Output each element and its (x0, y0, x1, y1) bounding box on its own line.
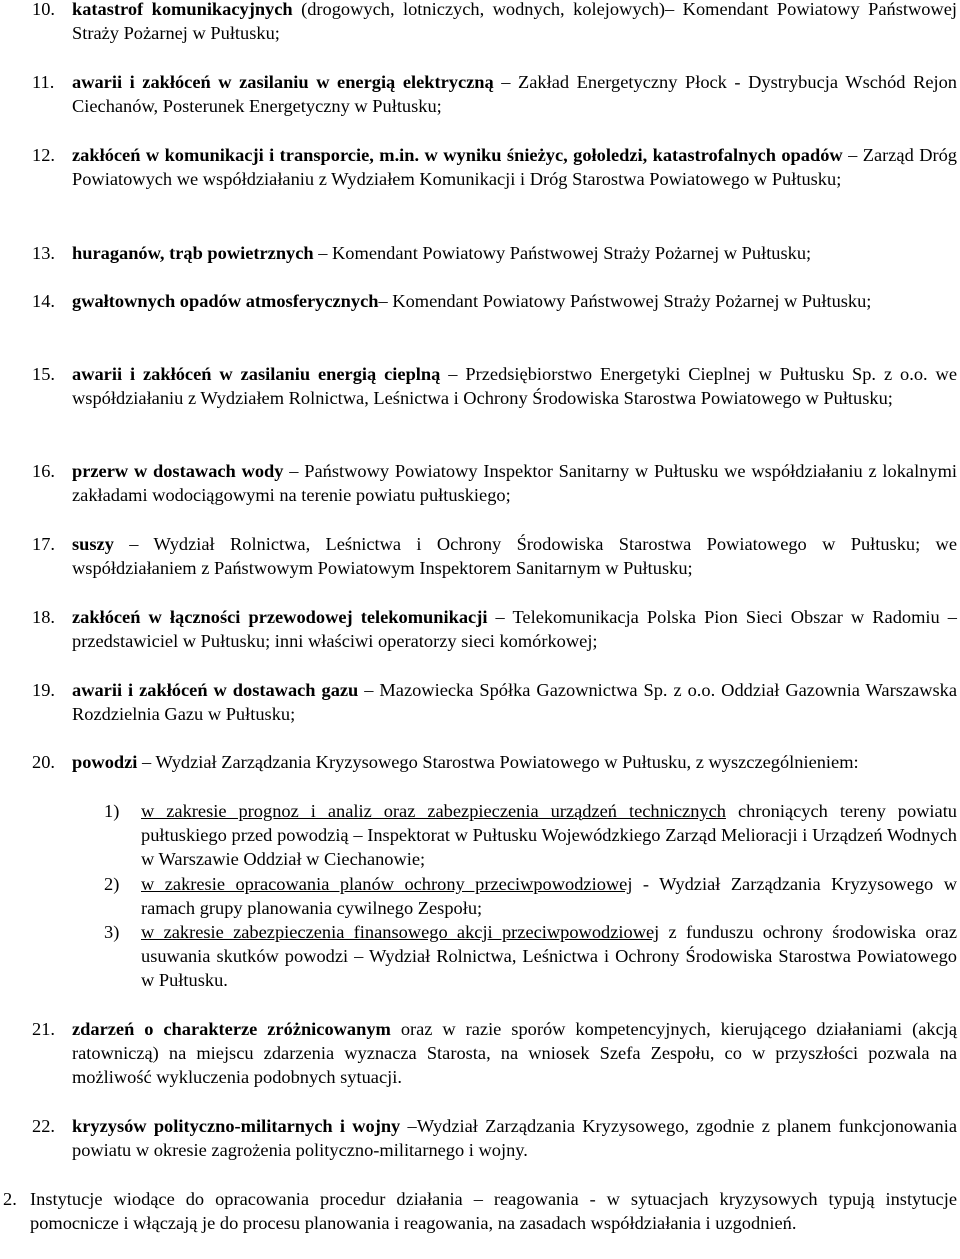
item-text: oraz w razie sporów kompetencyjnych, kierującego działaniami (akcją ratowniczą) na miejscu zdarzenia wyznacza Starosta, na wniosek Szefa Zespołu, co w przyszłości pozwala na możliwość wykluczenia podobnych sytuacji. (72, 1019, 958, 1088)
item-topic: awarii i zakłóceń w dostawach gazu (72, 680, 359, 700)
sub-item-text: chroniących tereny powiatu pułtuskiego przed powodzią – Inspektorat w Pułtusku Wojewódzkiego Zarząd Melioracji i Urządzeń Wodnych w Warszawie Oddział w Ciechanowie; (141, 801, 958, 870)
item-number: 21. (32, 1019, 55, 1039)
sub-item-number: 1) (104, 801, 120, 821)
list-item-16 (32, 459, 957, 507)
item-number: 18. (32, 607, 55, 627)
sub-item-scope: w zakresie prognoz i analiz oraz zabezpieczenia urządzeń technicznych (141, 801, 726, 821)
sub-item-text: - Wydział Zarządzania Kryzysowego w ramach grupy planowania cywilnego Zespołu; (141, 874, 957, 919)
list-item-21 (32, 1017, 957, 1090)
list-item-10 (32, 0, 957, 45)
sub-item-2 (104, 872, 957, 920)
item-number: 16. (32, 461, 55, 481)
sub-item-number: 2) (104, 874, 120, 894)
item-text: – Państwowy Powiatowy Inspektor Sanitarny w Pułtusku we współdziałaniu z lokalnymi zakładami wodociągowymi na terenie powiatu pułtuskiego; (72, 461, 957, 506)
item-topic: gwałtownych opadów atmosferycznych (72, 291, 379, 311)
item-text: – Przedsiębiorstwo Energetyki Cieplnej w Pułtusku Sp. z o.o. we współdziałaniu z Wydziałem Rolnictwa, Leśnictwa i Ochrony Środowiska Starostwa Powiatowego w Pułtusku; (72, 364, 957, 409)
list-item-22 (32, 1114, 957, 1162)
item-text: – Zakład Energetyczny Płock - Dystrybucja Wschód Rejon Ciechanów, Posterunek Energetyczny w Pułtusku; (72, 72, 957, 117)
item-text: – Wydział Rolnictwa, Leśnictwa i Ochrony Środowiska Starostwa Powiatowego w Pułtusku; we współdziałaniem z Państwowym Powiatowym Inspektorem Sanitarnym w Pułtusku; (72, 534, 957, 579)
list-item-15 (32, 362, 957, 410)
item-text: – Zarząd Dróg Powiatowych we współdziałaniu z Wydziałem Komunikacji i Dróg Starostwa Powiatowego w Pułtusku; (72, 145, 957, 190)
item-text: – Telekomunikacja Polska Pion Sieci Obszar w Radomiu – przedstawiciel w Pułtusku; inni właściwi operatorzy sieci komórkowej; (72, 607, 957, 652)
list-item-17 (32, 532, 957, 580)
item-text: – Komendant Powiatowy Państwowej Straży Pożarnej w Pułtusku; (313, 243, 812, 263)
list-item-19 (32, 678, 957, 726)
sub-item-number: 3) (104, 922, 120, 942)
item-text: (drogowych, lotniczych, wodnych, kolejowych)– Komendant Powiatowy Państwowej Straży Pożarnej w Pułtusku; (72, 0, 957, 44)
point-text: Instytucje wiodące do opracowania procedur działania – reagowania - w sytuacjach kryzysowych typują instytucje pomocnicze i włączają je do procesu planowania i reagowania, na zasadach współdziałania i uzgodnień. (30, 1189, 957, 1234)
item-topic: awarii i zakłóceń w zasilaniu w energią elektryczną (72, 72, 494, 92)
sub-item-scope: w zakresie opracowania planów ochrony przeciwpowodziowej (141, 874, 633, 894)
item-number: 22. (32, 1116, 55, 1136)
point-number: 2. (3, 1189, 17, 1209)
item-topic: katastrof komunikacyjnych (72, 0, 293, 19)
list-item-13 (32, 241, 957, 265)
item-topic: suszy (72, 534, 114, 554)
item-topic: kryzysów polityczno-militarnych i wojny (72, 1116, 401, 1136)
item-topic: awarii i zakłóceń w zasilaniu energią cieplną (72, 364, 441, 384)
sub-item-3 (104, 920, 957, 993)
item-topic: zdarzeń o charakterze zróżnicowanym (72, 1019, 391, 1039)
item-number: 19. (32, 680, 55, 700)
item-text: – Wydział Zarządzania Kryzysowego Starostwa Powiatowego w Pułtusku, z wyszczególnieniem: (137, 752, 859, 772)
list-item-18 (32, 605, 957, 653)
list-item-14 (32, 289, 957, 313)
item-number: 15. (32, 364, 55, 384)
sub-item-text: z funduszu ochrony środowiska oraz usuwania skutków powodzi – Wydział Rolnictwa, Leśnictwa i Ochrony Środowiska Starostwa Powiatowego w Pułtusku. (141, 922, 957, 991)
item-number: 14. (32, 291, 55, 311)
item-number: 12. (32, 145, 55, 165)
list-item-11 (32, 70, 957, 118)
item-topic: huraganów, trąb powietrznych (72, 243, 314, 263)
item-topic: przerw w dostawach wody (72, 461, 284, 481)
item-topic: zakłóceń w łączności przewodowej telekomunikacji (72, 607, 488, 627)
list-item-12 (32, 143, 957, 191)
item-topic: powodzi (72, 752, 138, 772)
item-text: – Mazowiecka Spółka Gazownictwa Sp. z o.o. Oddział Gazownia Warszawska Rozdzielnia Gazu w Pułtusku; (72, 680, 957, 725)
item-topic: zakłóceń w komunikacji i transporcie, m.in. w wyniku śnieżyc, gołoledzi, katastrofalnych opadów (72, 145, 843, 165)
item-number: 20. (32, 752, 55, 772)
sub-item-scope: w zakresie zabezpieczenia finansowego akcji przeciwpowodziowej (141, 922, 660, 942)
item-number: 10. (32, 0, 55, 19)
point-2 (3, 1187, 957, 1235)
item-number: 11. (32, 72, 55, 92)
item-number: 13. (32, 243, 55, 263)
list-item-20 (32, 750, 957, 774)
item-text: – Komendant Powiatowy Państwowej Straży Pożarnej w Pułtusku; (378, 291, 872, 311)
sub-item-1 (104, 799, 957, 872)
item-text: –Wydział Zarządzania Kryzysowego, zgodnie z planem funkcjonowania powiatu w okresie zagrożenia polityczno-militarnego i wojny. (72, 1116, 957, 1161)
item-number: 17. (32, 534, 55, 554)
